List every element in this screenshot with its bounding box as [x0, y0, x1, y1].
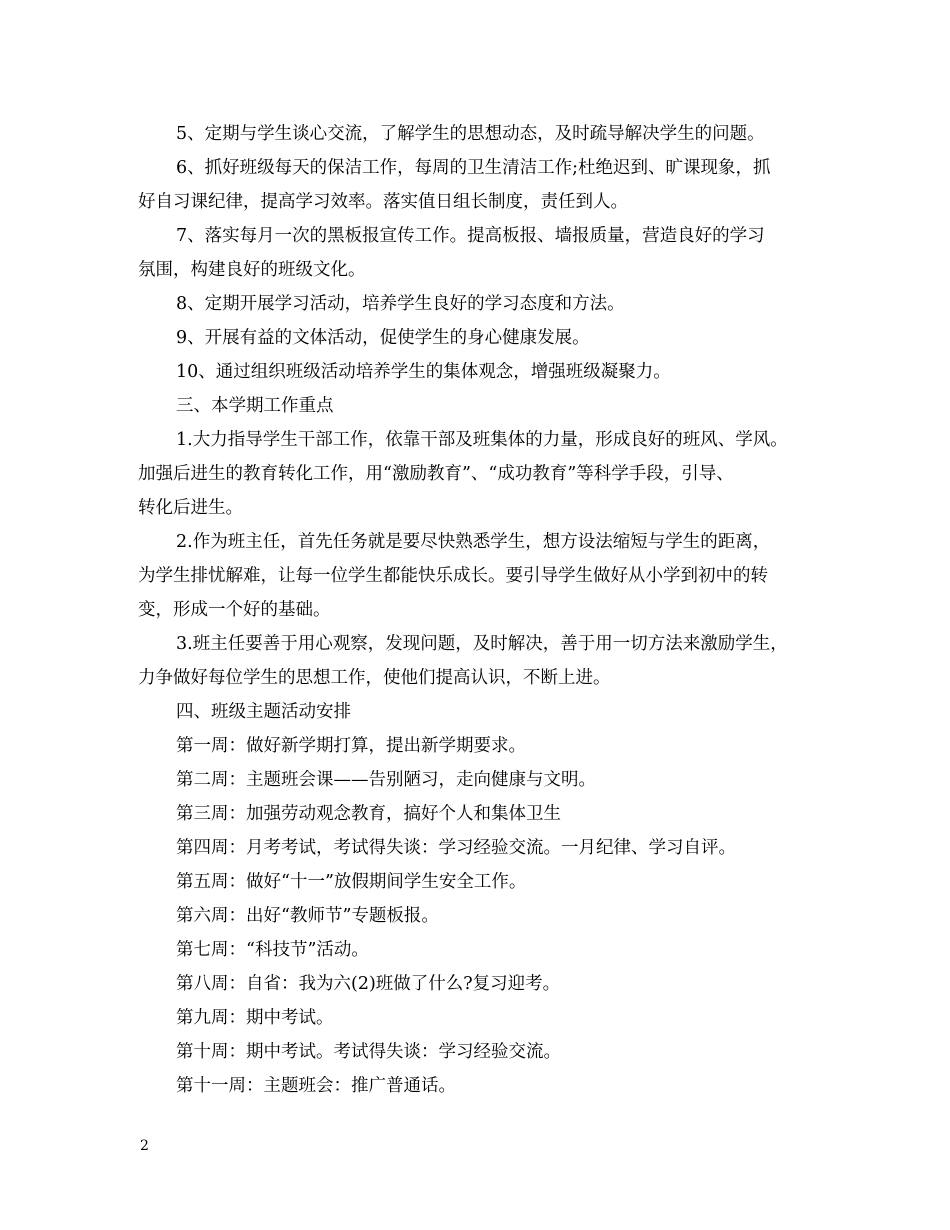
- text-line: 3.班主任要善于用心观察，发现问题，及时解决，善于用一切方法来激励学生，: [176, 634, 788, 654]
- text-line: 第十一周：主题班会：推广普通话。: [176, 1076, 456, 1096]
- page-number: 2: [140, 1138, 149, 1154]
- text-line: 第五周：做好“十一”放假期间学生安全工作。: [176, 872, 527, 892]
- text-line: 5、定期与学生谈心交流，了解学生的思想动态，及时疏导解决学生的问题。: [176, 124, 765, 144]
- text-line: 第九周：期中考试。: [176, 1008, 334, 1028]
- text-line: 2.作为班主任，首先任务就是要尽快熟悉学生，想方设法缩短与学生的距离，: [176, 532, 771, 552]
- text-line: 8、定期开展学习活动，培养学生良好的学习态度和方法。: [176, 294, 625, 314]
- text-line: 6、抓好班级每天的保洁工作，每周的卫生清洁工作;杜绝迟到、旷课现象，抓: [176, 158, 771, 178]
- text-line: 第七周：“科技节”活动。: [176, 940, 369, 960]
- text-line: 第十周：期中考试。考试得失谈：学习经验交流。: [176, 1042, 561, 1062]
- document-body: [138, 117, 818, 1103]
- text-line: 第四周：月考考试，考试得失谈：学习经验交流。一月纪律、学习自评。: [176, 838, 736, 858]
- text-line: 1.大力指导学生干部工作，依靠干部及班集体的力量，形成良好的班风、学风。: [176, 430, 788, 450]
- text-line: 第二周：主题班会课——告别陋习，走向健康与文明。: [176, 770, 596, 790]
- text-line: 变，形成一个好的基础。: [138, 600, 331, 620]
- text-line: 7、落实每月一次的黑板报宣传工作。提高板报、墙报质量，营造良好的学习: [176, 226, 765, 246]
- text-line: 力争做好每位学生的思想工作，使他们提高认识，不断上进。: [138, 668, 611, 688]
- text-line: 三、本学期工作重点: [176, 396, 334, 416]
- text-line: 第三周：加强劳动观念教育，搞好个人和集体卫生: [176, 804, 561, 824]
- text-line: 第六周：出好“教师节”专题板报。: [176, 906, 439, 926]
- text-line: 第八周：自省：我为六(2)班做了什么?复习迎考。: [176, 974, 561, 994]
- text-line: 为学生排忧解难，让每一位学生都能快乐成长。要引导学生做好从小学到初中的转: [138, 566, 768, 586]
- text-line: 好自习课纪律，提高学习效率。落实值日组长制度，责任到人。: [138, 192, 628, 212]
- text-line: 加强后进生的教育转化工作，用“激励教育”、“成功教育”等科学手段，引导、: [138, 464, 734, 484]
- text-line: 氛围，构建良好的班级文化。: [138, 260, 366, 280]
- text-line: 第一周：做好新学期打算，提出新学期要求。: [176, 736, 526, 756]
- text-line: 四、班级主题活动安排: [176, 702, 351, 722]
- text-line: 10、通过组织班级活动培养学生的集体观念，增强班级凝聚力。: [176, 362, 671, 382]
- text-line: 9、开展有益的文体活动，促使学生的身心健康发展。: [176, 328, 590, 348]
- text-line: 转化后进生。: [138, 498, 243, 518]
